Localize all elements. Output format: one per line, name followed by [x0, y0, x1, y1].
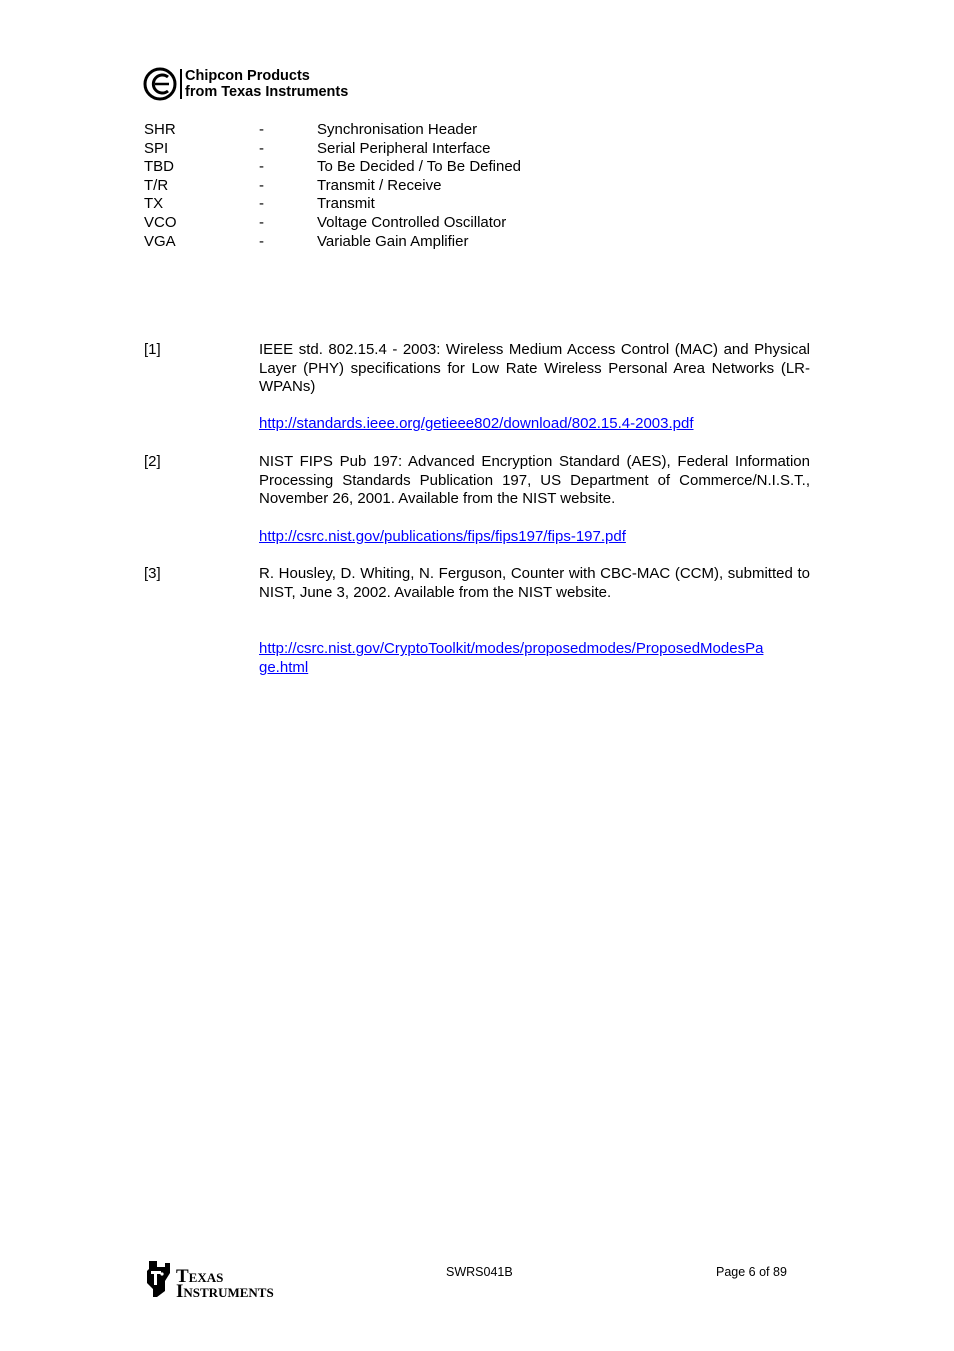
reference-number: [1]	[144, 341, 161, 358]
abbreviation: TX	[144, 195, 164, 213]
reference-item	[144, 341, 810, 433]
reference-link[interactable]	[259, 640, 810, 677]
abbreviation-dash: -	[259, 232, 264, 250]
chipcon-logo-icon	[142, 66, 178, 102]
abbreviation-dash: -	[259, 139, 264, 157]
abbreviation-dash: -	[259, 176, 264, 194]
abbreviation-dash: -	[259, 121, 264, 138]
ti-logo-text	[176, 1266, 274, 1302]
abbreviation-dash: -	[259, 158, 264, 176]
document-id: SWRS041B	[446, 1265, 513, 1279]
reference-number: [2]	[144, 453, 161, 470]
page-number: Page 6 of 89	[716, 1265, 787, 1279]
abbreviation-definition: To Be Decided / To Be Defined	[317, 158, 522, 176]
chipcon-logo	[142, 66, 348, 102]
reference-number: [3]	[144, 565, 161, 582]
reference-text: R. Housley, D. Whiting, N. Ferguson, Counter with CBC-MAC (CCM), submitted to NIST, June 3, 2002. Available from the NIST website.	[259, 565, 810, 601]
reference-item	[144, 453, 810, 546]
logo-line-2: from Texas Instruments	[185, 84, 349, 100]
abbreviation-definition: Serial Peripheral Interface	[317, 139, 491, 157]
reference-link-part-2: ge.html	[259, 658, 309, 676]
reference-text: NIST FIPS Pub 197: Advanced Encryption Standard (AES), Federal Information Processing Standards Publication 197, US Department of Commerce/N.I.S.T., November 26, 2001. Available from the NIST website.	[259, 453, 810, 508]
reference-link-part-1: http://csrc.nist.gov/CryptoToolkit/modes/proposedmodes/ProposedModesPa	[259, 640, 764, 658]
ti-logo-icon	[143, 1259, 173, 1299]
ti-logo	[143, 1259, 274, 1302]
abbreviation-definition: Synchronisation Header	[317, 121, 478, 138]
abbreviation: T/R	[144, 176, 169, 194]
reference-link[interactable]: http://csrc.nist.gov/publications/fips/fips197/fips-197.pdf	[259, 527, 626, 545]
logo-divider	[180, 69, 182, 99]
logo-text	[185, 68, 348, 100]
abbreviation-definition: Variable Gain Amplifier	[317, 232, 469, 250]
abbreviation: VGA	[144, 232, 176, 250]
abbreviation-definition: Transmit / Receive	[317, 176, 442, 194]
abbreviation: SPI	[144, 139, 169, 157]
ti-logo-line-2: Instruments	[176, 1281, 274, 1302]
reference-text: IEEE std. 802.15.4 - 2003: Wireless Medium Access Control (MAC) and Physical Layer (PHY) specifications for Low Rate Wireless Personal Area Networks (LR-WPANs)	[259, 341, 810, 396]
abbreviation-definition: Voltage Controlled Oscillator	[317, 213, 507, 231]
reference-item	[144, 565, 810, 677]
reference-link[interactable]: http://standards.ieee.org/getieee802/download/802.15.4-2003.pdf	[259, 414, 694, 432]
abbreviation-definition: Transmit	[317, 195, 375, 213]
abbreviation-dash: -	[259, 195, 264, 213]
abbreviation: SHR	[144, 121, 176, 138]
abbreviation: VCO	[144, 213, 177, 231]
abbreviation: TBD	[144, 158, 174, 176]
abbreviation-dash: -	[259, 213, 264, 231]
logo-line-1: Chipcon Products	[185, 68, 310, 84]
ti-logo-line-1: Texas	[176, 1266, 224, 1287]
